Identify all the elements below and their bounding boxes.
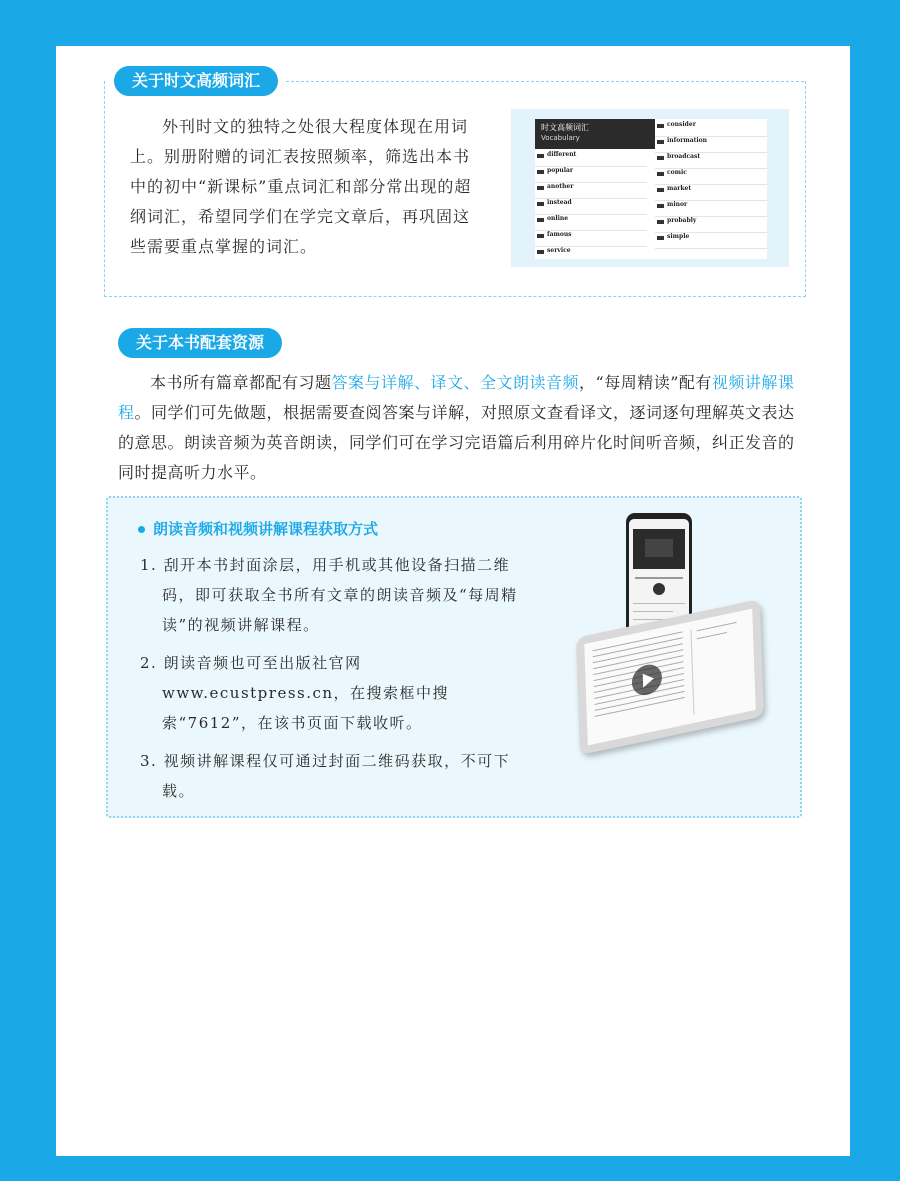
vocab-paragraph: 外刊时文的独特之处很大程度体现在用词上。别册附赠的词汇表按照频率，筛选出本书中的初中“新课标”重点词汇和部分常出现的超纲词汇，希望同学们在学完文章后，再巩固这些需要重点掌握的词汇。 [130,117,472,256]
vocab-row [535,167,647,183]
vocab-word: comic [667,169,687,176]
vocab-word: consider [667,121,696,128]
vocab-word: famous [547,231,572,238]
howto-box [106,496,802,818]
vocab-right-column [655,121,767,249]
vocab-word: market [667,185,692,192]
howto-item-1: 1. 刮开本书封面涂层，用手机或其他设备扫描二维码，即可获取全书所有文章的朗读音频及“每周精读”的视频讲解课程。 [140,556,518,634]
howto-heading: 朗读音频和视频讲解课程获取方式 [138,518,378,539]
vocab-row [535,215,647,231]
vocab-left-column [535,151,647,259]
vocab-word: service [547,247,571,254]
vocab-row [655,169,767,185]
bullet-icon [138,526,145,533]
vocab-row [655,217,767,233]
howto-item-3: 3. 视频讲解课程仅可通过封面二维码获取，不可下载。 [140,752,511,800]
howto-item-2: 2. 朗读音频也可至出版社官网 www.ecustpress.cn，在搜索框中搜索“7612”，在该书页面下载收听。 [140,654,450,732]
vocab-row [535,247,647,259]
vocab-row [655,121,767,137]
vocab-word: instead [547,199,572,206]
vocab-row [535,231,647,247]
vocab-word: simple [667,233,690,240]
section-title-vocab: 关于时文高频词汇 [114,66,278,96]
vocab-word: information [667,137,708,144]
vocabulary-image [511,109,789,267]
vocab-word: broadcast [667,153,701,160]
vocab-image-header: 时文高频词汇 Vocabulary [535,119,655,149]
resources-paragraph: 本书所有篇章都配有习题答案与详解、译文、全文朗读音频，“每周精读”配有视频讲解课程。同学们可先做题，根据需要查阅答案与详解，对照原文查看译文，逐词逐句理解英文表达的意思。朗读音频为英音朗读，同学们可在学习完语篇后利用碎片化时间听音频，纠正发音的同时提高听力水平。 [118,373,795,482]
vocab-row [655,233,767,249]
section-title-resources: 关于本书配套资源 [118,328,282,358]
vocab-row [655,201,767,217]
tablet-illustration [576,599,764,755]
vocab-row [535,199,647,215]
vocab-word: minor [667,201,688,208]
vocab-row [655,185,767,201]
vocab-word: probably [667,217,697,224]
vocab-word: different [547,151,577,158]
vocab-row [535,183,647,199]
highlight-answers: 答案与详解、译文、全文朗读音频 [331,373,580,392]
vocab-row [655,137,767,153]
vocab-word: popular [547,167,574,174]
vocab-row [535,151,647,167]
highlight-video: 视频讲解课程 [118,373,795,422]
vocab-row [655,153,767,169]
page [56,46,850,1156]
vocab-word: online [547,215,569,222]
vocab-word: another [547,183,574,190]
section-divider [286,81,804,82]
